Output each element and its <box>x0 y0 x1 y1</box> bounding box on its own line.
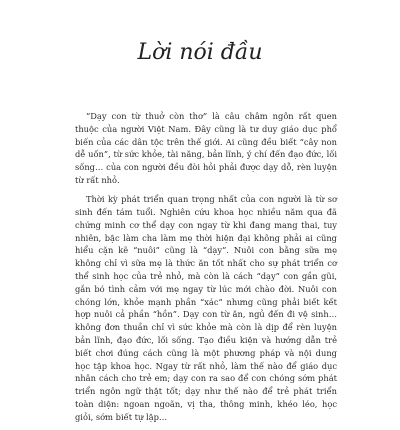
paragraph-2: Thời kỳ phát triển quan trọng nhất của con người là từ sơ sinh đến tám tuổi. Nghiên cứu khoa học nhiều năm qua đã chứng minh cơ thể dạy con ngay từ khi đang mang thai, tuy nhiên, bậc làm cha làm mẹ thời hiện đại không phải ai cũng hiểu cặn kẽ “nuôi” cũng là “dạy”. Nuôi con bằng sữa mẹ không chỉ vì sữa mẹ là thức ăn tốt nhất cho sự phát triển cơ thể sinh học của trẻ nhỏ, mà còn là cách “dạy” con gần gũi, gắn bó tình cảm với mẹ ngay từ lúc mới chào đời. Nuôi con chóng lớn, khỏe mạnh phần “xác” nhưng cũng phải biết kết hợp nuôi cả phần “hồn”. Dạy con từ ăn, ngủ đến đi vệ sinh… không đơn thuần chỉ vì sức khỏe mà còn là dịp để rèn luyện bản lĩnh, đạo đức, lối sống. Tạo điều kiện và hướng dẫn trẻ biết chơi đúng cách cũng là một phương pháp và nội dung học tập khoa học. Ngay từ rất nhỏ, làm thế nào để giáo dục nhân cách cho trẻ em; dạy con ra sao để con chóng sớm phát triển ngôn ngữ thật tốt; dạy như thế nào để trẻ phát triển toàn diện: ngoan ngoãn, vị tha, thông minh, khéo léo, học giỏi, sớm biết tự lập… <box>75 194 337 422</box>
paragraph-1: “Dạy con từ thuở còn thơ” là câu châm ngôn rất quen thuộc của người Việt Nam. Đây cũng là tư duy giáo dục phổ biến của các dân tộc trên thế giới. Ai cũng đều biết “cây non dễ uốn”, từ sức khỏe, tài năng, bản lĩnh, ý chí đến đạo đức, lối sống… của con người đều đòi hỏi phải được dạy dỗ, rèn luyện từ rất nhỏ. <box>75 111 337 185</box>
page-title: Lời nói đầu <box>137 40 263 65</box>
preface-body <box>75 110 337 430</box>
